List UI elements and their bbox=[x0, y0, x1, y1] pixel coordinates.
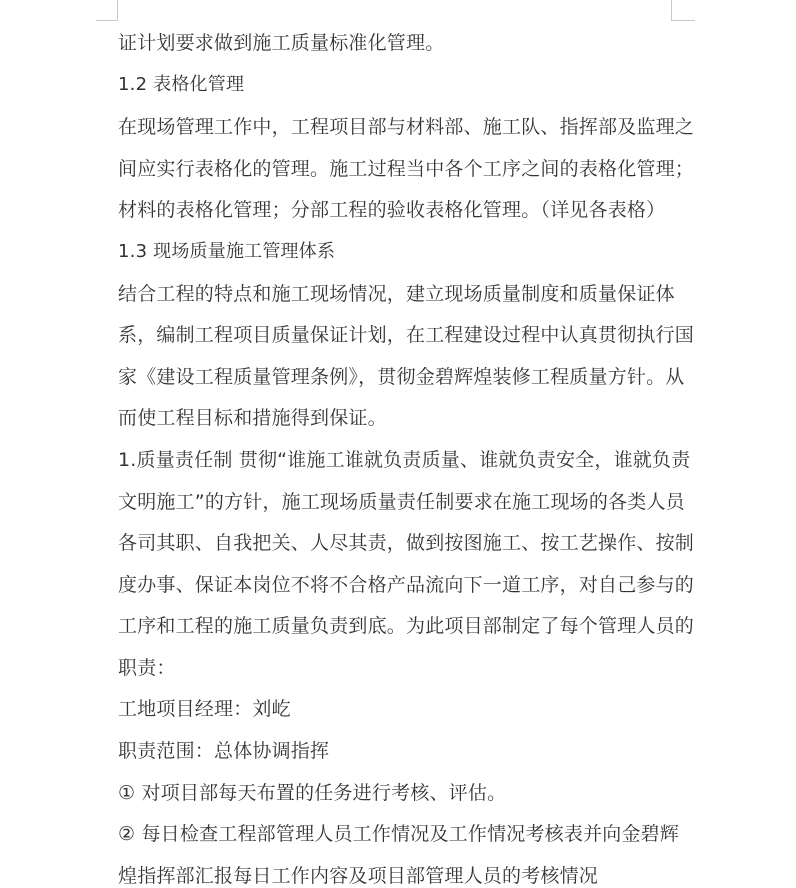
paragraph-line: 工地项目经理：刘屹 bbox=[118, 698, 291, 720]
list-item-continuation: 煌指挥部汇报每日工作内容及项目部管理人员的考核情况 bbox=[118, 865, 599, 887]
paragraph-line: 间应实行表格化的管理。施工过程当中各个工序之间的表格化管理； bbox=[118, 158, 695, 180]
paragraph-line: 在现场管理工作中，工程项目部与材料部、施工队、指挥部及监理之 bbox=[118, 116, 695, 138]
paragraph-line: 1.质量责任制 贯彻“谁施工谁就负责质量、谁就负责安全，谁就负责 bbox=[118, 449, 691, 471]
paragraph-line: 职责范围：总体协调指挥 bbox=[118, 740, 330, 762]
list-item: ② 每日检查工程部管理人员工作情况及工作情况考核表并向金碧辉 bbox=[118, 823, 680, 845]
paragraph-line: 文明施工”的方针，施工现场质量责任制要求在施工现场的各类人员 bbox=[118, 491, 685, 513]
list-item: ① 对项目部每天布置的任务进行考核、评估。 bbox=[118, 782, 507, 804]
paragraph-line: 材料的表格化管理；分部工程的验收表格化管理。（详见各表格） bbox=[118, 199, 666, 221]
crop-mark-top-right-horizontal bbox=[671, 20, 695, 21]
paragraph-line: 度办事、保证本岗位不将不合格产品流向下一道工序，对自己参与的 bbox=[118, 574, 695, 596]
paragraph-line: 职责： bbox=[118, 657, 176, 679]
paragraph-line: 而使工程目标和措施得到保证。 bbox=[118, 407, 387, 429]
paragraph-line: 证计划要求做到施工质量标准化管理。 bbox=[118, 32, 445, 54]
paragraph-line: 系，编制工程项目质量保证计划，在工程建设过程中认真贯彻执行国 bbox=[118, 324, 695, 346]
crop-mark-top-left-vertical bbox=[117, 0, 118, 20]
paragraph-line: 结合工程的特点和施工现场情况，建立现场质量制度和质量保证体 bbox=[118, 283, 675, 305]
paragraph-line: 家《建设工程质量管理条例》，贯彻金碧辉煌装修工程质量方针。从 bbox=[118, 366, 685, 388]
section-heading: 1.3 现场质量施工管理体系 bbox=[118, 241, 336, 262]
paragraph-line: 工序和工程的施工质量负责到底。为此项目部制定了每个管理人员的 bbox=[118, 615, 695, 637]
crop-mark-top-right-vertical bbox=[671, 0, 672, 20]
crop-mark-top-left-horizontal bbox=[96, 20, 118, 21]
paragraph-line: 各司其职、自我把关、人尽其责，做到按图施工、按工艺操作、按制 bbox=[118, 532, 695, 554]
section-heading: 1.2 表格化管理 bbox=[118, 74, 245, 95]
